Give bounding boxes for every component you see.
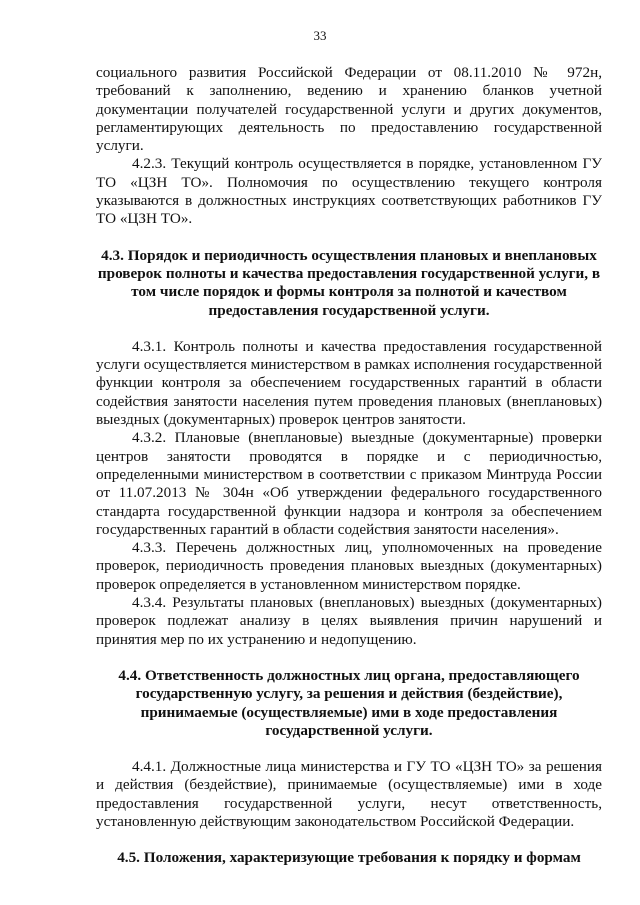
paragraph-continuation: социального развития Российской Федерации от 08.11.2010 № 972н, требований к заполнению, ведению и хранению бланков учетной документации получателей государственной услуги и других документов, регламентирующих деятельность по предоставлению государственной услуги. <box>96 64 602 155</box>
section-heading-4-4: 4.4. Ответственность должностных лиц органа, предоставляющего государственную услугу, за решения и действия (бездействие), принимаемые (осуществляемые) ими в ходе предоставления государственной услуги. <box>118 666 580 739</box>
paragraph-4-3-3: 4.3.3. Перечень должностных лиц, уполномоченных на проведение проверок, периодичность проведения плановых выездных (документарных) проверок определяется в установленном министерством порядке. <box>96 539 602 593</box>
paragraph-4-3-2: 4.3.2. Плановые (внеплановые) выездные (документарные) проверки центров занятости проводятся в порядке и с периодичностью, определенными министерством в соответствии с приказом Минтруда России от 11.07.2013 № 304н «Об утверждении федерального государственного стандарта государственной функции надзора и контроля за обеспечением государственных гарантий в области содействия занятости населения». <box>96 429 602 538</box>
paragraph-4-4-1: 4.4.1. Должностные лица министерства и ГУ ТО «ЦЗН ТО» за решения и действия (бездействие), принимаемые (осуществляемые) ими в ходе предоставления государственной услуги, несут ответственность, установленную действующим законодательством Российской Федерации. <box>96 758 602 830</box>
page-body <box>96 64 602 868</box>
paragraph-4-3-1: 4.3.1. Контроль полноты и качества предоставления государственной услуги осуществляется министерством в рамках исполнения государственной функции контроля за обеспечением государственных гарантий в области содействия занятости населения путем проведения плановых (внеплановых) выездных (документарных) проверок центров занятости. <box>96 337 602 429</box>
page-number: 33 <box>313 28 327 43</box>
paragraph-4-3-4: 4.3.4. Результаты плановых (внеплановых) выездных (документарных) проверок подлежат анализу в целях выявления причин нарушений и принятия мер по их устранению и недопущению. <box>96 594 602 648</box>
paragraph-4-2-3: 4.2.3. Текущий контроль осуществляется в порядке, установленном ГУ ТО «ЦЗН ТО». Полномочия по осуществлению текущего контроля указываются в должностных инструкциях соответствующих работников ГУ ТО «ЦЗН ТО». <box>96 155 602 228</box>
section-heading-4-5: 4.5. Положения, характеризующие требования к порядку и формам <box>117 849 581 867</box>
section-heading-4-3: 4.3. Порядок и периодичность осуществления плановых и внеплановых проверок полноты и качества предоставления государственной услуги, в том числе порядок и формы контроля за полнотой и качеством предоставления государственной услуги. <box>97 246 601 319</box>
